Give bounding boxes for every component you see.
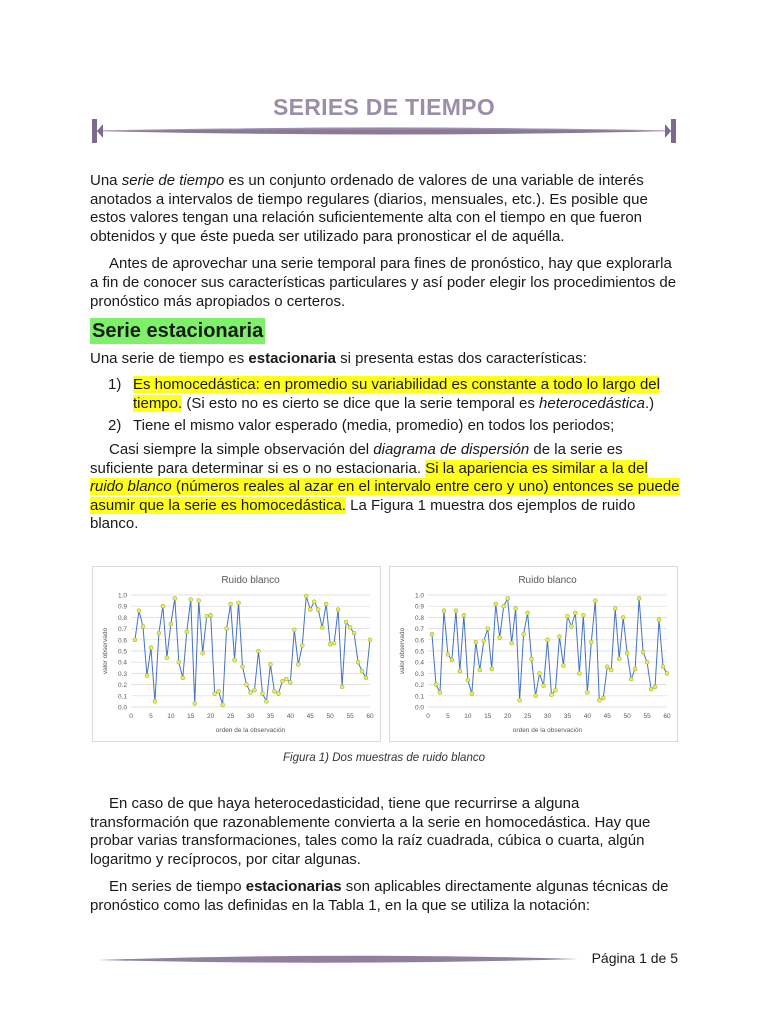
data-point xyxy=(328,642,332,646)
data-point xyxy=(280,679,284,683)
data-point xyxy=(653,685,657,689)
y-tick-label: 0.5 xyxy=(117,648,127,656)
data-point xyxy=(340,685,344,689)
heteroscedasticity-paragraph xyxy=(90,795,682,869)
y-axis-label: valor observado xyxy=(399,627,406,675)
x-tick-label: 50 xyxy=(623,713,631,720)
data-point xyxy=(514,606,518,610)
y-tick-label: 0.7 xyxy=(414,626,424,634)
series-line xyxy=(432,598,667,700)
text-run: .) xyxy=(644,394,655,412)
characteristics-list xyxy=(90,376,682,440)
page-number: Página 1 de 5 xyxy=(591,950,678,966)
list-item xyxy=(90,376,682,413)
data-point xyxy=(292,628,296,632)
x-tick-label: 30 xyxy=(543,713,552,720)
data-point xyxy=(189,597,193,601)
data-point xyxy=(209,613,213,617)
data-point xyxy=(348,625,352,629)
data-point xyxy=(454,609,458,613)
list-item xyxy=(90,417,682,436)
x-tick-label: 15 xyxy=(187,713,195,720)
data-point xyxy=(233,658,237,662)
data-point xyxy=(561,664,565,668)
data-point xyxy=(173,596,177,600)
data-point xyxy=(264,699,268,703)
x-tick-label: 15 xyxy=(484,713,492,720)
text-run: son aplicables directamente algunas técnicas de pronóstico como las definidas en la Tabla 1, en la que se utiliza la notación: xyxy=(90,878,669,914)
data-point xyxy=(557,634,561,638)
x-tick-label: 55 xyxy=(346,713,354,720)
data-point xyxy=(296,662,300,666)
y-tick-label: 0.3 xyxy=(117,670,127,678)
data-point xyxy=(137,609,141,613)
y-axis-label: valor observado xyxy=(102,627,109,675)
y-tick-label: 0.1 xyxy=(117,693,127,701)
data-point xyxy=(506,596,510,600)
chart-2-svg xyxy=(390,567,677,741)
data-point xyxy=(665,671,669,675)
data-point xyxy=(633,667,637,671)
data-point xyxy=(617,657,621,661)
data-point xyxy=(625,651,629,655)
x-tick-label: 25 xyxy=(226,713,235,720)
data-point xyxy=(276,692,280,696)
x-tick-label: 5 xyxy=(149,713,153,720)
data-point xyxy=(490,667,494,671)
y-tick-label: 0.7 xyxy=(117,626,127,634)
list-item-number: 2) xyxy=(108,417,122,435)
dispersion-paragraph xyxy=(90,441,682,534)
data-point xyxy=(498,636,502,640)
x-tick-label: 45 xyxy=(306,713,314,720)
data-point xyxy=(569,624,573,628)
data-point xyxy=(546,638,550,642)
text-run: estacionarias xyxy=(245,878,342,896)
data-point xyxy=(245,683,249,687)
x-tick-label: 10 xyxy=(464,713,472,720)
data-point xyxy=(256,649,260,653)
data-point xyxy=(597,698,601,702)
data-point xyxy=(241,665,245,669)
x-tick-label: 60 xyxy=(366,713,374,720)
data-point xyxy=(304,594,308,598)
x-tick-label: 50 xyxy=(326,713,334,720)
data-point xyxy=(336,608,340,612)
data-point xyxy=(161,604,165,608)
data-point xyxy=(308,608,312,612)
data-point xyxy=(213,692,217,696)
text-run: La Figura 1 muestra dos ejemplos de ruido blanco. xyxy=(90,496,636,533)
text-run: estacionaria xyxy=(248,350,336,367)
data-point xyxy=(450,658,454,662)
data-point xyxy=(462,613,466,617)
y-tick-label: 0.6 xyxy=(117,637,127,645)
x-tick-label: 55 xyxy=(643,713,651,720)
data-point xyxy=(585,690,589,694)
paragraph-dispersion xyxy=(90,441,682,534)
figure-caption: Figura 1) Dos muestras de ruido blanco xyxy=(283,752,485,764)
data-point xyxy=(360,669,364,673)
data-point xyxy=(185,630,189,634)
data-point xyxy=(466,678,470,682)
y-tick-label: 1.0 xyxy=(414,592,424,600)
data-point xyxy=(641,650,645,654)
data-point xyxy=(312,600,316,604)
data-point xyxy=(629,677,633,681)
data-point xyxy=(356,660,360,664)
section-intro xyxy=(90,350,682,369)
data-point xyxy=(577,671,581,675)
y-tick-label: 0.9 xyxy=(117,603,127,611)
text-run: En series de tiempo xyxy=(109,878,246,896)
text-run: (números reales al azar en el intervalo entre cero y uno) entonces se puede asumir que la serie es homocedástica. xyxy=(90,478,680,514)
text-run: Casi siempre la simple observación del xyxy=(109,441,374,458)
data-point xyxy=(300,643,304,647)
text-run: En caso de que haya heterocedasticidad, tiene que recurrirse a alguna transformación que razonablemente convierta a la serie en homocedástica. Hay que probar varias transformaciones, tales como la raíz cuadrada, cúbica o cuarta, algún logaritmo y recíprocos, por citar algunas. xyxy=(90,795,651,868)
data-point xyxy=(581,613,585,617)
data-point xyxy=(589,640,593,644)
x-tick-label: 20 xyxy=(207,713,215,720)
text-run: Antes de aprovechar una serie temporal para fines de pronóstico, hay que explorarla a fin de conocer sus características particulares y así poder elegir los procedimientos de pronóstico más apropiados o certeros. xyxy=(90,255,677,310)
y-tick-label: 0.2 xyxy=(414,682,424,690)
data-point xyxy=(649,687,653,691)
data-point xyxy=(205,614,209,618)
list-item-number: 1) xyxy=(108,376,122,393)
data-point xyxy=(133,638,137,642)
data-point xyxy=(237,601,241,605)
data-point xyxy=(141,624,145,628)
x-tick-label: 25 xyxy=(523,713,532,720)
x-tick-label: 20 xyxy=(504,713,512,720)
data-point xyxy=(157,631,161,635)
data-point xyxy=(201,651,205,655)
text-run: ruido blanco xyxy=(90,478,172,496)
text-run: Una xyxy=(90,172,122,189)
data-point xyxy=(153,699,157,703)
data-point xyxy=(324,602,328,606)
section-intro-paragraph xyxy=(90,350,682,369)
data-point xyxy=(637,596,641,600)
data-point xyxy=(645,660,649,664)
data-point xyxy=(609,668,613,672)
data-point xyxy=(272,689,276,693)
x-tick-label: 45 xyxy=(603,713,611,720)
text-run: Tiene el mismo valor esperado (media, promedio) en todos los periodos; xyxy=(133,417,615,435)
data-point xyxy=(482,639,486,643)
data-point xyxy=(181,676,185,680)
data-point xyxy=(268,662,272,666)
y-tick-label: 0.9 xyxy=(414,603,424,611)
data-point xyxy=(446,652,450,656)
data-point xyxy=(352,631,356,635)
x-tick-label: 5 xyxy=(446,713,450,720)
data-point xyxy=(368,638,372,642)
intro-text xyxy=(90,172,682,311)
chart-title: Ruido blanco xyxy=(518,575,577,586)
paragraph-heteroscedasticity xyxy=(90,795,682,916)
x-tick-label: 35 xyxy=(266,713,275,720)
data-point xyxy=(565,614,569,618)
data-point xyxy=(225,627,229,631)
text-run: si presenta estas dos características: xyxy=(335,350,587,367)
x-axis-label: orden de la observación xyxy=(512,727,583,734)
text-run: es un conjunto ordenado de valores de una variable de interés anotados a intervalos de tiempo regulares (diarios, mensuales, etc.). Es posible que estos valores tengan una relación suficientemente alta con el tiempo en que fueron obtenidos y que éste pueda ser utilizado para pronosticar el de aquélla. xyxy=(90,172,648,245)
data-point xyxy=(486,627,490,631)
data-point xyxy=(613,606,617,610)
y-tick-label: 0.0 xyxy=(117,704,127,712)
data-point xyxy=(320,625,324,629)
y-tick-label: 0.4 xyxy=(117,659,127,667)
series-line xyxy=(135,596,370,705)
text-run: heterocedástica xyxy=(539,394,645,412)
data-point xyxy=(573,611,577,615)
footer-ornament-rule xyxy=(96,950,580,968)
y-tick-label: 0.1 xyxy=(414,693,424,701)
y-tick-label: 0.8 xyxy=(117,614,127,622)
data-point xyxy=(542,684,546,688)
data-point xyxy=(252,688,256,692)
data-point xyxy=(193,702,197,706)
text-run: (Si esto no es cierto se dice que la serie temporal es xyxy=(182,394,540,412)
data-point xyxy=(530,657,534,661)
data-point xyxy=(474,640,478,644)
data-point xyxy=(621,615,625,619)
x-tick-label: 0 xyxy=(426,713,430,720)
data-point xyxy=(549,693,553,697)
y-tick-label: 0.8 xyxy=(414,614,424,622)
x-tick-label: 60 xyxy=(663,713,671,720)
y-tick-label: 0.6 xyxy=(414,637,424,645)
data-point xyxy=(470,692,474,696)
data-point xyxy=(221,703,225,707)
x-tick-label: 40 xyxy=(583,713,591,720)
y-tick-label: 0.3 xyxy=(414,670,424,678)
section-heading: Serie estacionaria xyxy=(92,320,264,342)
data-point xyxy=(534,694,538,698)
data-point xyxy=(605,665,609,669)
data-point xyxy=(260,692,264,696)
y-tick-label: 0.2 xyxy=(117,682,127,690)
data-point xyxy=(494,602,498,606)
data-point xyxy=(217,689,221,693)
y-tick-label: 1.0 xyxy=(117,592,127,600)
data-point xyxy=(478,668,482,672)
y-tick-label: 0.0 xyxy=(414,704,424,712)
title-ornament-rule xyxy=(86,116,682,146)
document-title: SERIES DE TIEMPO xyxy=(272,94,496,120)
data-point xyxy=(145,674,149,678)
chart-white-noise-1 xyxy=(92,566,381,742)
data-point xyxy=(430,632,434,636)
data-point xyxy=(149,646,153,650)
data-point xyxy=(593,599,597,603)
data-point xyxy=(438,690,442,694)
data-point xyxy=(169,622,173,626)
data-point xyxy=(177,660,181,664)
text-run: serie de tiempo xyxy=(121,172,225,189)
x-tick-label: 35 xyxy=(563,713,572,720)
data-point xyxy=(316,608,320,612)
y-tick-label: 0.5 xyxy=(414,648,424,656)
text-run: Una serie de tiempo es xyxy=(90,350,249,367)
data-point xyxy=(657,618,661,622)
list-item-text xyxy=(133,417,614,434)
data-point xyxy=(442,609,446,613)
y-tick-label: 0.4 xyxy=(414,659,424,667)
data-point xyxy=(332,641,336,645)
data-point xyxy=(522,632,526,636)
data-point xyxy=(229,602,233,606)
data-point xyxy=(526,611,530,615)
text-run: diagrama de dispersión xyxy=(373,441,530,458)
data-point xyxy=(502,604,506,608)
text-run: Es homocedástica: en promedio su variabilidad es constante a todo lo largo del tiempo. xyxy=(133,376,660,412)
chart-1-svg xyxy=(93,567,380,741)
data-point xyxy=(249,690,253,694)
data-point xyxy=(344,620,348,624)
data-point xyxy=(165,656,169,660)
stationary-techniques-paragraph xyxy=(90,878,682,915)
text-run: Si la apariencia es similar a la del xyxy=(425,459,648,477)
data-point xyxy=(458,669,462,673)
data-point xyxy=(197,599,201,603)
list-item-text xyxy=(133,376,660,412)
data-point xyxy=(510,641,514,645)
x-axis-label: orden de la observación xyxy=(215,727,286,734)
x-tick-label: 10 xyxy=(167,713,175,720)
data-point xyxy=(364,676,368,680)
x-tick-label: 40 xyxy=(286,713,294,720)
data-point xyxy=(538,671,542,675)
data-point xyxy=(434,683,438,687)
data-point xyxy=(284,677,288,681)
data-point xyxy=(553,688,557,692)
text-run: de la serie es suficiente para determinar si es o no estacionaria. xyxy=(90,441,623,477)
x-tick-label: 0 xyxy=(129,713,133,720)
intro-paragraph-2 xyxy=(90,255,682,311)
data-point xyxy=(518,698,522,702)
chart-title: Ruido blanco xyxy=(221,575,280,586)
data-point xyxy=(288,680,292,684)
x-tick-label: 30 xyxy=(246,713,255,720)
intro-paragraph-1 xyxy=(90,172,682,246)
data-point xyxy=(601,696,605,700)
chart-white-noise-2 xyxy=(389,566,678,742)
data-point xyxy=(661,665,665,669)
